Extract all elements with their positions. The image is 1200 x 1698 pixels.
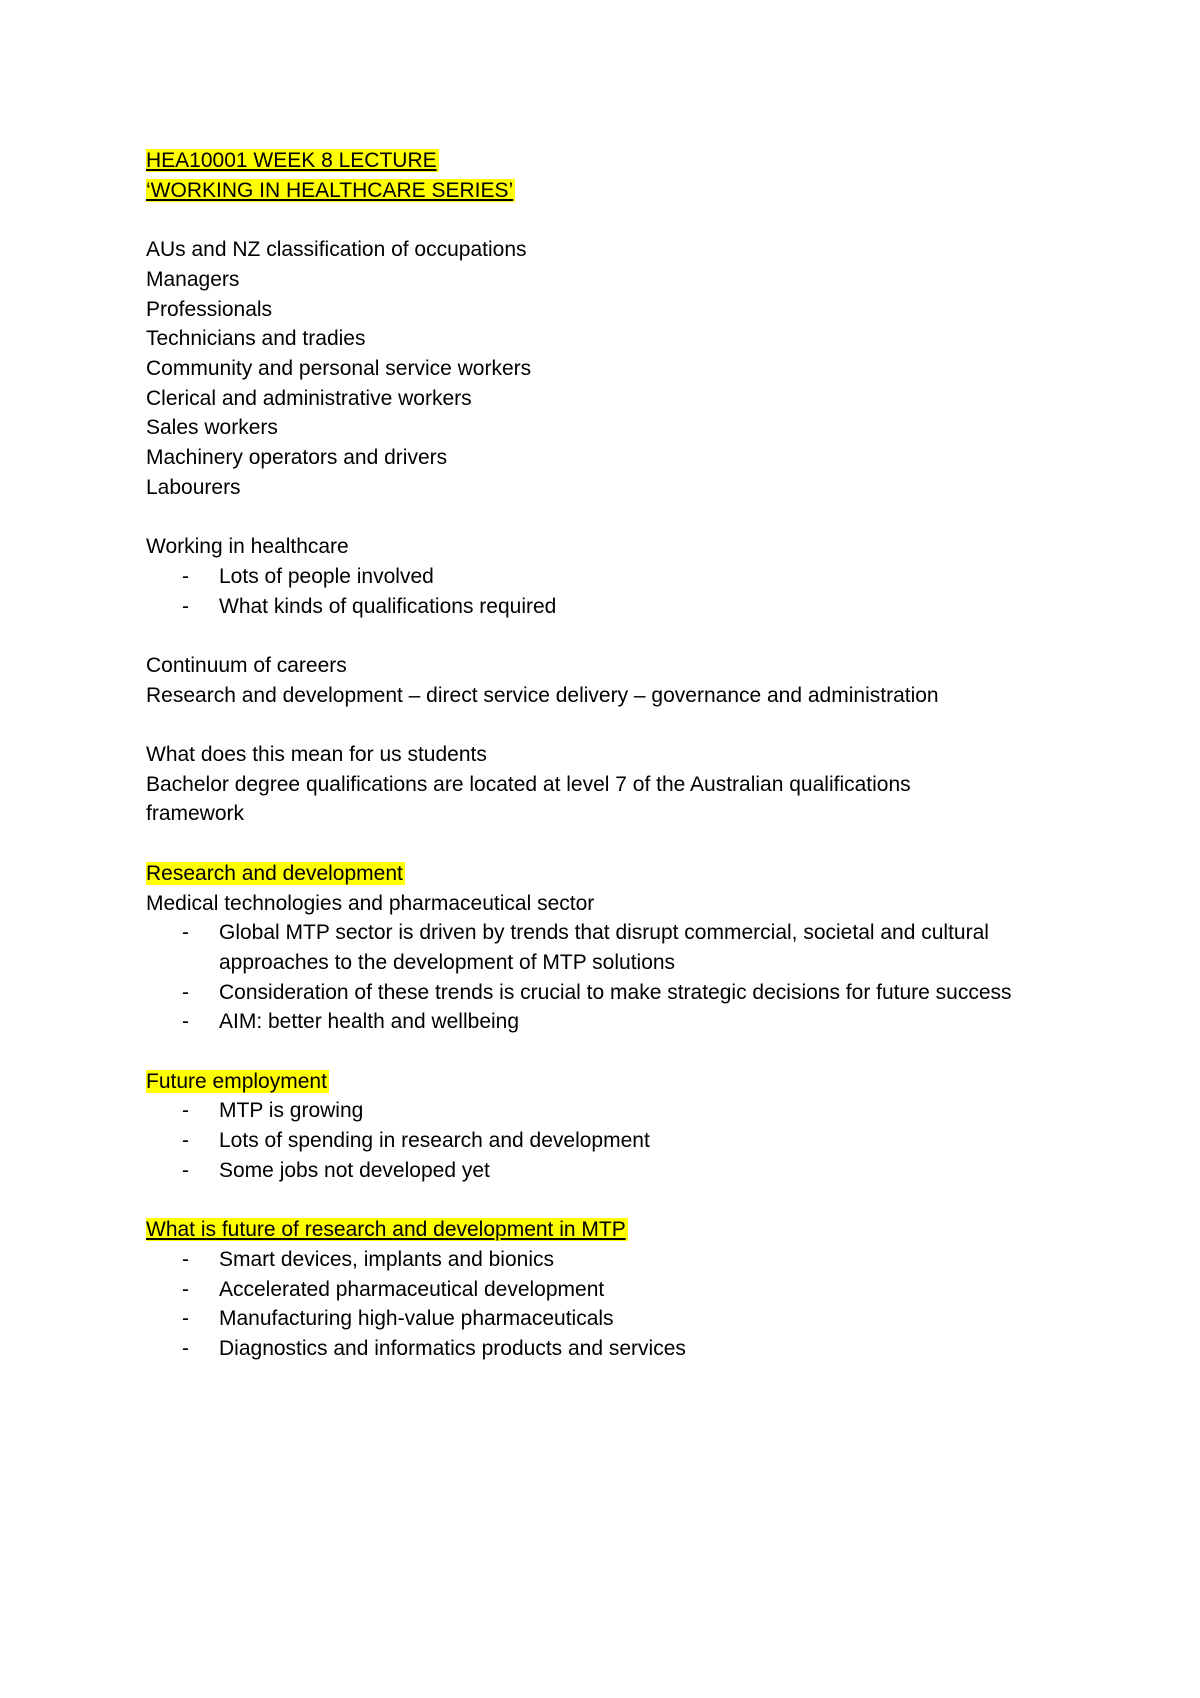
spacer xyxy=(146,1037,1066,1067)
bullet-text: MTP is growing xyxy=(219,1099,364,1123)
occupation-item: Labourers xyxy=(146,475,241,499)
bullet-text: Lots of spending in research and development xyxy=(219,1129,650,1153)
occupation-item: Machinery operators and drivers xyxy=(146,446,448,470)
bullet-dash: - xyxy=(182,1307,189,1331)
bullet-dash: - xyxy=(182,1099,189,1123)
title-line-2 xyxy=(146,176,1066,206)
future-employment-heading xyxy=(146,1067,1066,1097)
bullet-item xyxy=(146,1245,1066,1275)
bullet-text: Accelerated pharmaceutical development xyxy=(219,1277,605,1301)
bullet-dash: - xyxy=(182,1158,189,1182)
bullet-text: Global MTP sector is driven by trends that disrupt commercial, societal and cultural approaches to the development of MTP solutions xyxy=(219,921,989,974)
future-rd-highlight: What is future of research and development in MTP xyxy=(146,1218,626,1242)
occupation-item: Managers xyxy=(146,267,240,291)
bullet-item xyxy=(146,1096,1066,1126)
spacer xyxy=(146,205,1066,235)
research-heading xyxy=(146,859,1066,889)
continuum-line: Research and development – direct service delivery – governance and administration xyxy=(146,683,939,707)
bullet-dash: - xyxy=(182,1010,189,1034)
bullet-text: Some jobs not developed yet xyxy=(219,1158,490,1182)
bullet-item xyxy=(146,1156,1066,1186)
continuum-heading: Continuum of careers xyxy=(146,653,347,677)
bullet-item xyxy=(146,1007,1066,1037)
bullet-dash: - xyxy=(182,1337,189,1361)
spacer xyxy=(146,1186,1066,1216)
bullet-dash: - xyxy=(182,1277,189,1301)
bullet-dash: - xyxy=(182,980,189,1004)
bullet-text: Smart devices, implants and bionics xyxy=(219,1247,554,1271)
spacer xyxy=(146,621,1066,651)
occupation-item: Technicians and tradies xyxy=(146,327,366,351)
title-highlight-1: HEA10001 WEEK 8 LECTURE xyxy=(146,149,437,172)
research-heading-highlight: Research and development xyxy=(146,861,403,885)
occupation-item: Clerical and administrative workers xyxy=(146,386,472,410)
spacer xyxy=(146,710,1066,740)
bullet-item xyxy=(146,1126,1066,1156)
bullet-item xyxy=(146,978,1066,1008)
spacer xyxy=(146,829,1066,859)
bullet-item xyxy=(146,562,1066,592)
students-heading: What does this mean for us students xyxy=(146,743,487,766)
occupations-heading: AUs and NZ classification of occupations xyxy=(146,238,527,262)
bullet-dash: - xyxy=(182,1247,189,1271)
spacer xyxy=(146,502,1066,532)
title-line-1 xyxy=(146,146,1066,176)
occupation-item: Community and personal service workers xyxy=(146,356,532,380)
future-employment-highlight: Future employment xyxy=(146,1069,327,1093)
occupation-item: Sales workers xyxy=(146,416,278,440)
bullet-item xyxy=(146,592,1066,622)
bullet-text: What kinds of qualifications required xyxy=(219,594,557,618)
title-highlight-2: ‘WORKING IN HEALTHCARE SERIES’ xyxy=(146,178,514,202)
working-heading: Working in healthcare xyxy=(146,535,349,559)
research-subheading: Medical technologies and pharmaceutical sector xyxy=(146,891,595,915)
bullet-dash: - xyxy=(182,1129,189,1153)
bullet-text: AIM: better health and wellbeing xyxy=(219,1010,520,1034)
bullet-item xyxy=(146,1275,1066,1305)
students-text: Bachelor degree qualifications are located at level 7 of the Australian qualifications framework xyxy=(146,772,911,826)
bullet-text: Manufacturing high-value pharmaceuticals xyxy=(219,1307,614,1331)
bullet-dash: - xyxy=(182,594,189,618)
bullet-text: Consideration of these trends is crucial to make strategic decisions for future success xyxy=(219,980,1012,1004)
occupation-item: Professionals xyxy=(146,297,273,321)
document-body xyxy=(146,146,1066,1364)
future-rd-heading xyxy=(146,1215,1066,1245)
bullet-text: Diagnostics and informatics products and services xyxy=(219,1337,686,1361)
bullet-item xyxy=(146,1304,1066,1334)
bullet-item xyxy=(146,918,1066,977)
bullet-dash: - xyxy=(182,564,189,588)
bullet-text: Lots of people involved xyxy=(219,564,434,588)
bullet-item xyxy=(146,1334,1066,1364)
bullet-dash: - xyxy=(182,921,189,945)
